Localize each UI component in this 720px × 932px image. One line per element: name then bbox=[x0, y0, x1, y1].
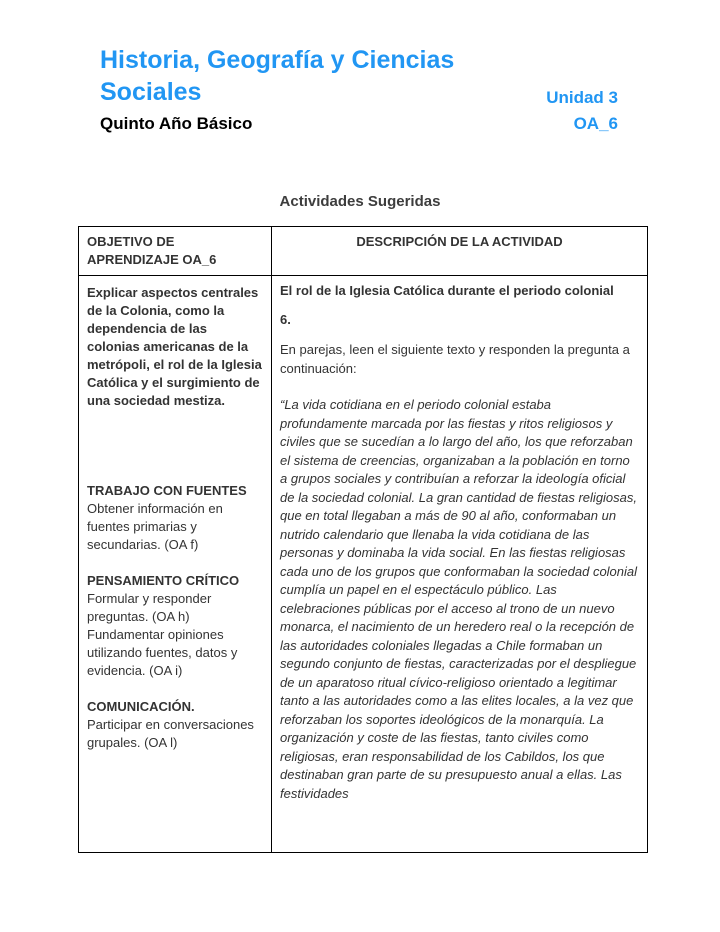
objective-section-body: Obtener información en fuentes primarias y secundarias. (OA f) bbox=[87, 501, 223, 552]
document-title: Historia, Geografía y Ciencias Sociales bbox=[100, 46, 455, 106]
objective-section-body: Participar en conversaciones grupales. (OA l) bbox=[87, 717, 254, 750]
activity-intro: En parejas, leen el siguiente texto y responden la pregunta a continuación: bbox=[280, 342, 630, 376]
table-header-row bbox=[79, 227, 648, 276]
activity-quote-text: “La vida cotidiana en el periodo colonial estaba profundamente marcada por las fiestas y ritos religiosos y civiles que se sucedían a lo largo del año, los que reforzaban el sistema de creencias, organizaban a la población en torno a grupos sociales y contribuían a reforzar la ideología oficial de la sociedad colonial. La gran cantidad de fiestas religiosas, que en total llegaban a más de 90 al año, conformaban un nutrido calendario que llenaba la vida cotidiana de las personas y dominaba la vida social. En las fiestas religiosas cada uno de los grupos que conformaban la sociedad colonial cumplía un papel en el espectáculo público. Las celebraciones públicas por el acceso al trono de un nuevo monarca, el nacimiento de un heredero real o la recepción de las autoridades coloniales llegadas a Chile formaban un segundo conjunto de fiestas, caracterizadas por el despliegue de un aparatoso ritual cívico-religioso orientado a legitimar tanto a las autoridades como a las elites locales, a la vez que reforzaban los soportes ideológicos de la monarquía. La organización y coste de las fiestas, tanto civiles como religiosas, eran responsabilidad de los Cabildos, los que destinaban gran parte de su presupuesto anual a ellas. Las festividades bbox=[280, 397, 638, 801]
activity-title: El rol de la Iglesia Católica durante el periodo colonial bbox=[280, 283, 614, 298]
document-header bbox=[0, 0, 720, 137]
objective-section-body: Formular y responder preguntas. (OA h) Fundamentar opiniones utilizando fuentes, datos y evidencia. (OA i) bbox=[87, 591, 238, 678]
unit-label: Unidad 3 bbox=[546, 88, 618, 107]
grade-level-label: Quinto Año Básico bbox=[100, 114, 253, 133]
header-right-block bbox=[546, 85, 618, 137]
objective-section-heading: PENSAMIENTO CRÍTICO bbox=[87, 573, 240, 588]
activity-column-header: DESCRIPCIÓN DE LA ACTIVIDAD bbox=[272, 227, 648, 276]
objective-column-header: OBJETIVO DE APRENDIZAJE OA_6 bbox=[79, 227, 272, 276]
table-body-row bbox=[79, 276, 648, 853]
objective-cell bbox=[79, 276, 272, 853]
activity-number: 6. bbox=[280, 311, 291, 327]
header-left-block bbox=[100, 44, 540, 137]
objective-section-heading: COMUNICACIÓN. bbox=[87, 699, 195, 714]
objective-section-heading: TRABAJO CON FUENTES bbox=[87, 483, 247, 498]
section-title: Actividades Sugeridas bbox=[279, 193, 441, 210]
oa-label: OA_6 bbox=[573, 114, 618, 133]
activity-cell bbox=[272, 276, 648, 853]
objective-main-text: Explicar aspectos centrales de la Colonia, como la dependencia de las colonias americanas de la metrópoli, el rol de la Iglesia Católica y el surgimiento de una sociedad mestiza. bbox=[87, 285, 262, 408]
activity-table bbox=[78, 226, 648, 853]
